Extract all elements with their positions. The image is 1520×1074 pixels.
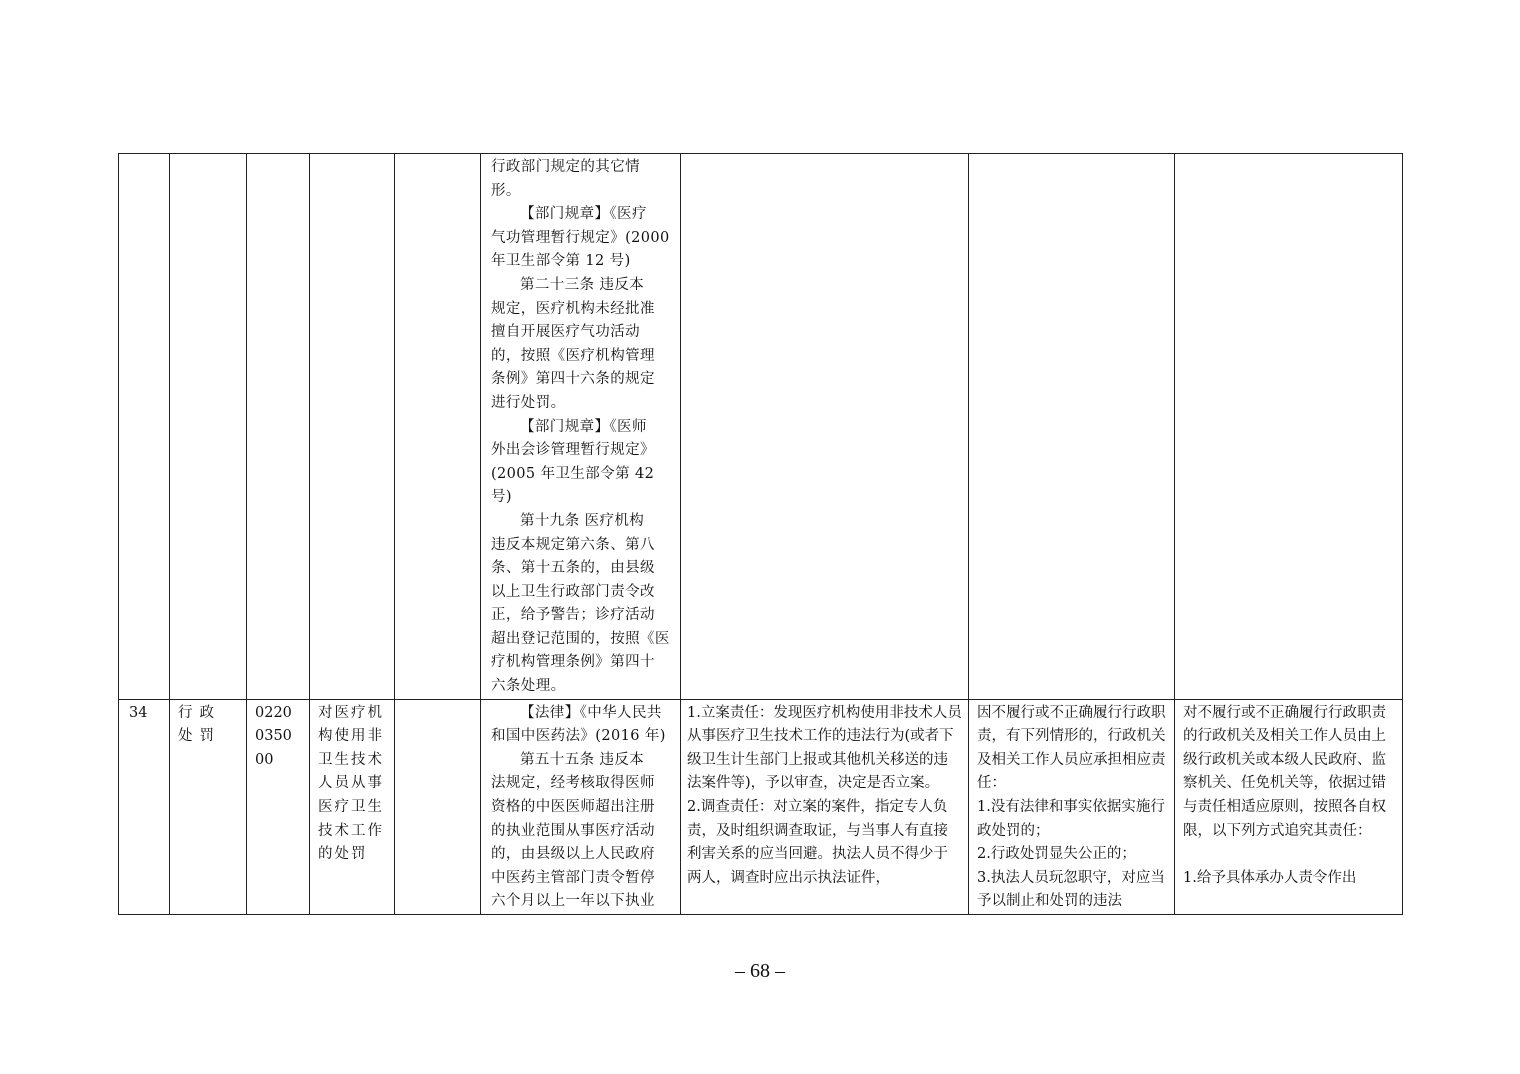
text-line: 号) (491, 489, 512, 506)
text-line: 【部门规章】《医师 (520, 418, 647, 435)
text-line: 1.没有法律和事实依据实施行政处罚的； (977, 799, 1165, 839)
cell-liability (969, 154, 1175, 700)
law-basis-text (481, 154, 680, 699)
text-line: 的，按照《医疗机构管理 (491, 347, 655, 364)
text-line: (2005 年卫生部令第 42 (491, 465, 655, 482)
cell-code (247, 699, 310, 914)
text-line: 第十九条 医疗机构 (520, 512, 645, 529)
item-name: 对医疗机构使用非卫生技术人员从事医疗卫生技术工作的处罚 (318, 704, 384, 863)
cell-law-basis (481, 154, 681, 700)
cell-accountability (1175, 699, 1403, 914)
text-line: 对不履行或不正确履行行政职责的行政机关及相关工作人员由上级行政机关或本级人民政府、监察机关、任免机关等，依据过错与责任相适应原则，按照各自权限，以下列方式追究其责任： (1183, 704, 1386, 839)
cell-duty (681, 699, 969, 914)
row-34 (119, 699, 1403, 914)
text-line: 外出会诊管理暂行规定》 (491, 442, 655, 459)
cell-type (170, 699, 247, 914)
duty-text (681, 700, 968, 891)
cell-name (310, 154, 395, 700)
cell-sub (395, 699, 481, 914)
text-line: 正，给予警告；诊疗活动 (491, 607, 655, 624)
page-number: – 68 – (735, 960, 785, 982)
text-line: 中医药主管部门责令暂停 (491, 869, 655, 886)
cell-number (119, 154, 170, 700)
cell-code (247, 154, 310, 700)
text-line: 行政部门规定的其它情 (491, 159, 640, 175)
text-line: 资格的中医医师超出注册 (491, 799, 655, 816)
text-line: 进行处罚。 (491, 394, 566, 411)
text-line: 六个月以上一年以下执业 (491, 893, 655, 910)
law-basis-text (481, 700, 680, 914)
cell-duty (681, 154, 969, 700)
text-line: 的，由县级以上人民政府 (491, 846, 655, 863)
text-line: 六条处理。 (491, 678, 566, 695)
text-line: 法规定，经考核取得医师 (491, 775, 655, 792)
liability-text (969, 700, 1174, 914)
text-line: 条例》第四十六条的规定 (491, 371, 655, 388)
text-line: 1.给予具体承办人责令作出 (1183, 869, 1357, 886)
row-number: 34 (129, 704, 148, 721)
cell-liability (969, 699, 1175, 914)
text-line: 【部门规章】《医疗 (520, 206, 647, 223)
cell-law-basis (481, 699, 681, 914)
cell-name (310, 699, 395, 914)
text-line: 年卫生部令第 12 号) (491, 253, 631, 270)
text-line: 第二十三条 违反本 (520, 276, 645, 293)
authority-table (118, 153, 1403, 915)
item-code: 0220035000 (255, 704, 292, 768)
text-line: 3.执法人员玩忽职守，对应当予以制止和处罚的违法 (977, 869, 1165, 910)
text-line: 和国中医药法》(2016 年) (491, 728, 666, 745)
accountability-text (1175, 700, 1402, 891)
text-line: 条、第十五条的，由县级 (491, 560, 655, 577)
item-type: 行政处罚 (178, 704, 221, 745)
text-line: 2.调查责任：对立案的案件，指定专人负责，及时组织调查取证，与当事人有直接利害关系的应当回避。执法人员不得少于两人，调查时应出示执法证件， (687, 799, 948, 886)
text-line: 气功管理暂行规定》(2000 (491, 229, 670, 246)
cell-type (170, 154, 247, 700)
text-line: 第五十五条 违反本 (520, 751, 645, 768)
text-line: 1.立案责任：发现医疗机构使用非技术人员从事医疗卫生技术工作的违法行为(或者下级卫生计生部门上报或其他机关移送的违法案件等)，予以审查，决定是否立案。 (687, 704, 962, 792)
text-line: 的执业范围从事医疗活动 (491, 822, 655, 839)
text-line: 疗机构管理条例》第四十 (491, 654, 655, 671)
text-line: 【法律】《中华人民共 (520, 704, 662, 721)
continuation-row (119, 154, 1403, 700)
cell-sub (395, 154, 481, 700)
text-line: 2.行政处罚显失公正的； (977, 846, 1136, 863)
text-line: 擅自开展医疗气功活动 (491, 324, 640, 341)
text-line: 违反本规定第六条、第八 (491, 536, 655, 553)
text-line: 因不履行或不正确履行行政职责，有下列情形的，行政机关及相关工作人员应承担相应责任： (977, 704, 1166, 792)
cell-accountability (1175, 154, 1403, 700)
text-line: 以上卫生行政部门责令改 (491, 583, 655, 600)
cell-number (119, 699, 170, 914)
text-line (1183, 843, 1396, 867)
text-line: 规定，医疗机构未经批准 (491, 300, 655, 317)
text-line: 形。 (491, 182, 521, 199)
text-line: 超出登记范围的，按照《医 (491, 630, 670, 647)
